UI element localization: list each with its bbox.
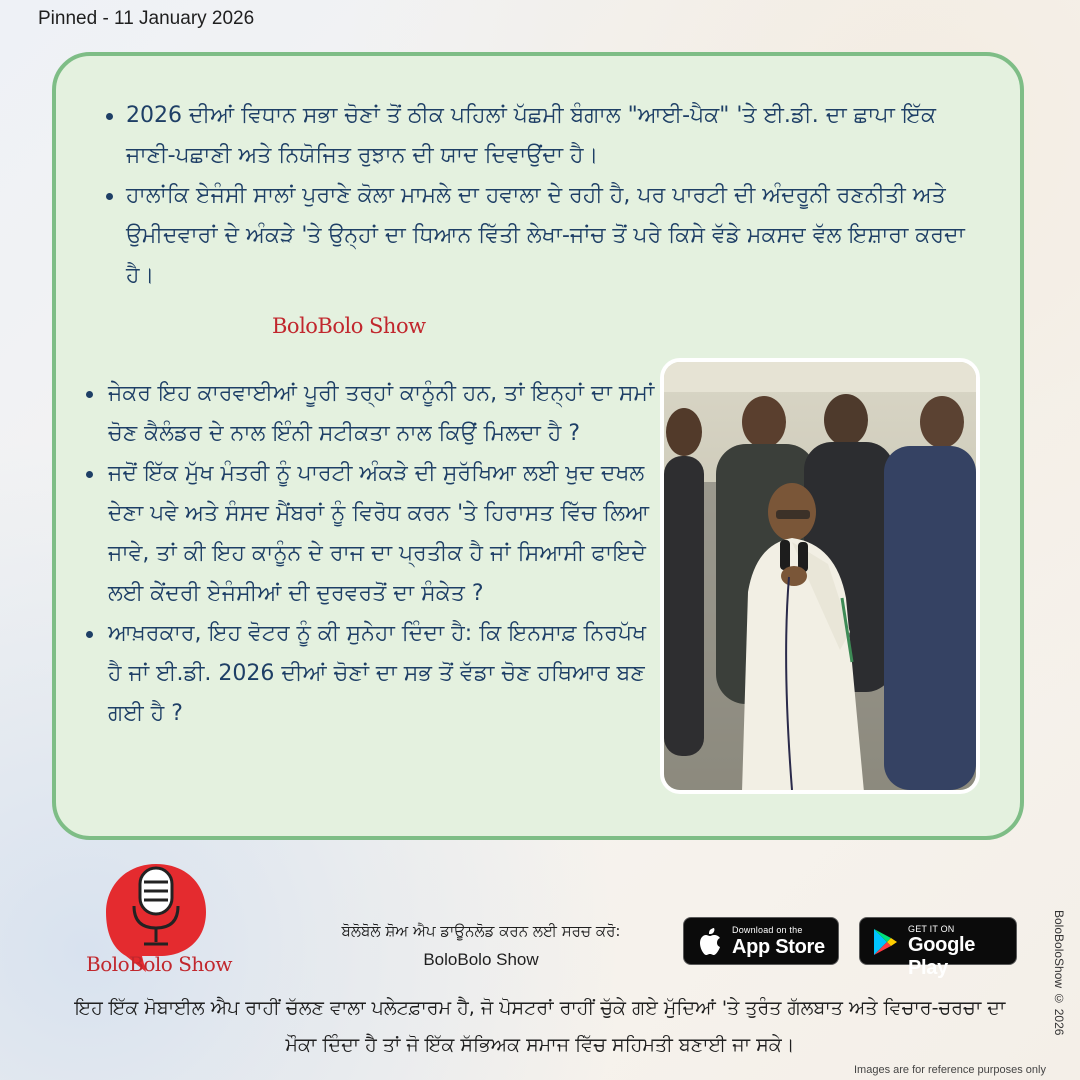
copyright-text: BoloBoloShow © 2026 <box>1052 910 1066 1036</box>
search-term: BoloBolo Show <box>423 950 539 969</box>
app-store-small-label: Download on the <box>732 925 803 935</box>
list-item: ਜੇਕਰ ਇਹ ਕਾਰਵਾਈਆਂ ਪੂਰੀ ਤਰ੍ਹਾਂ ਕਾਨੂੰਨੀ ਹਨ, ਤਾਂ ਇਨ੍ਹਾਂ ਦਾ ਸਮਾਂ ਚੋਣ ਕੈਲੰਡਰ ਦੇ ਨਾਲ ਇੰਨੀ ਸਟੀਕਤਾ ਨਾਲ ਕਿਉਂ ਮਿਲਦਾ ਹੈ ? <box>82 374 662 454</box>
list-item: 2026 ਦੀਆਂ ਵਿਧਾਨ ਸਭਾ ਚੋਣਾਂ ਤੋਂ ਠੀਕ ਪਹਿਲਾਂ ਪੱਛਮੀ ਬੰਗਾਲ "ਆਈ-ਪੈਕ" 'ਤੇ ਈ.ਡੀ. ਦਾ ਛਾਪਾ ਇੱਕ ਜਾਣੀ-ਪਛਾਣੀ ਅਤੇ ਨਿਯੋਜਿਤ ਰੁਝਾਨ ਦੀ ਯਾਦ ਦਿਵਾਉਂਦਾ ਹੈ। <box>104 96 984 176</box>
brand-watermark: BoloBolo Show <box>272 314 426 338</box>
google-play-label: Google Play <box>908 934 976 979</box>
google-play-icon <box>872 928 898 956</box>
list-item: ਹਾਲਾਂਕਿ ਏਜੰਸੀ ਸਾਲਾਂ ਪੁਰਾਣੇ ਕੋਲਾ ਮਾਮਲੇ ਦਾ ਹਵਾਲਾ ਦੇ ਰਹੀ ਹੈ, ਪਰ ਪਾਰਟੀ ਦੀ ਅੰਦਰੂਨੀ ਰਣਨੀਤੀ ਅਤੇ ਉਮੀਦਵਾਰਾਂ ਦੇ ਅੰਕੜੇ 'ਤੇ ਉਨ੍ਹਾਂ ਦਾ ਧਿਆਨ ਵਿੱਤੀ ਲੇਖਾ-ਜਾਂਚ ਤੋਂ ਪਰੇ ਕਿਸੇ ਵੱਡੇ ਮਕਸਦ ਵੱਲ ਇਸ਼ਾਰਾ ਕਰਦਾ ਹੈ। <box>104 176 984 296</box>
search-prompt: ਬੋਲੋਬੋਲੋ ਸ਼ੋਅ ਐਪ ਡਾਊਨਲੋਡ ਕਰਨ ਲਈ ਸਰਚ ਕਰੋ: <box>341 922 621 940</box>
list-item: ਜਦੋਂ ਇੱਕ ਮੁੱਖ ਮੰਤਰੀ ਨੂੰ ਪਾਰਟੀ ਅੰਕੜੇ ਦੀ ਸੁਰੱਖਿਆ ਲਈ ਖੁਦ ਦਖਲ ਦੇਣਾ ਪਵੇ ਅਤੇ ਸੰਸਦ ਮੈਂਬਰਾਂ ਨੂੰ ਵਿਰੋਧ ਕਰਨ 'ਤੇ ਹਿਰਾਸਤ ਵਿੱਚ ਲਿਆ ਜਾਵੇ, ਤਾਂ ਕੀ ਇਹ ਕਾਨੂੰਨ ਦੇ ਰਾਜ ਦਾ ਪ੍ਰਤੀਕ ਹੈ ਜਾਂ ਸਿਆਸੀ ਫਾਇਦੇ ਲਈ ਕੇਂਦਰੀ ਏਜੰਸੀਆਂ ਦੀ ਦੁਰਵਰਤੋਂ ਦਾ ਸੰਕੇਤ ? <box>82 454 662 614</box>
image-disclaimer: Images are for reference purposes only <box>854 1064 1046 1076</box>
logo-text: BoloBolo Show <box>86 952 232 976</box>
content-card <box>52 52 1024 840</box>
google-play-small-label: GET IT ON <box>908 924 955 934</box>
app-store-button[interactable] <box>683 917 839 965</box>
google-play-button[interactable] <box>859 917 1017 979</box>
apple-icon <box>698 927 722 957</box>
bullet-list-top <box>104 96 984 296</box>
footer-description: ਇਹ ਇੱਕ ਮੋਬਾਈਲ ਐਪ ਰਾਹੀਂ ਚੱਲਣ ਵਾਲਾ ਪਲੇਟਫ਼ਾਰਮ ਹੈ, ਜੋ ਪੋਸਟਰਾਂ ਰਾਹੀਂ ਚੁੱਕੇ ਗਏ ਮੁੱਦਿਆਂ 'ਤੇ ਤੁਰੰਤ ਗੱਲਬਾਤ ਅਤੇ ਵਿਚਾਰ-ਚਰਚਾ ਦਾ ਮੌਕਾ ਦਿੰਦਾ ਹੈ ਤਾਂ ਜੋ ਇੱਕ ਸੱਭਿਅਕ ਸਮਾਜ ਵਿੱਚ ਸਹਿਮਤੀ ਬਣਾਈ ਜਾ ਸਕੇ। <box>74 997 1006 1056</box>
bullet-list-bottom <box>82 374 662 734</box>
app-store-label: App Store <box>732 936 825 958</box>
pinned-date: Pinned - 11 January 2026 <box>38 8 255 29</box>
news-photo <box>660 358 980 794</box>
list-item: ਆਖ਼ਰਕਾਰ, ਇਹ ਵੋਟਰ ਨੂੰ ਕੀ ਸੁਨੇਹਾ ਦਿੰਦਾ ਹੈ: ਕਿ ਇਨਸਾਫ਼ ਨਿਰਪੱਖ ਹੈ ਜਾਂ ਈ.ਡੀ. 2026 ਦੀਆਂ ਚੋਣਾਂ ਦਾ ਸਭ ਤੋਂ ਵੱਡਾ ਚੋਣ ਹਥਿਆਰ ਬਣ ਗਈ ਹੈ ? <box>82 614 662 734</box>
